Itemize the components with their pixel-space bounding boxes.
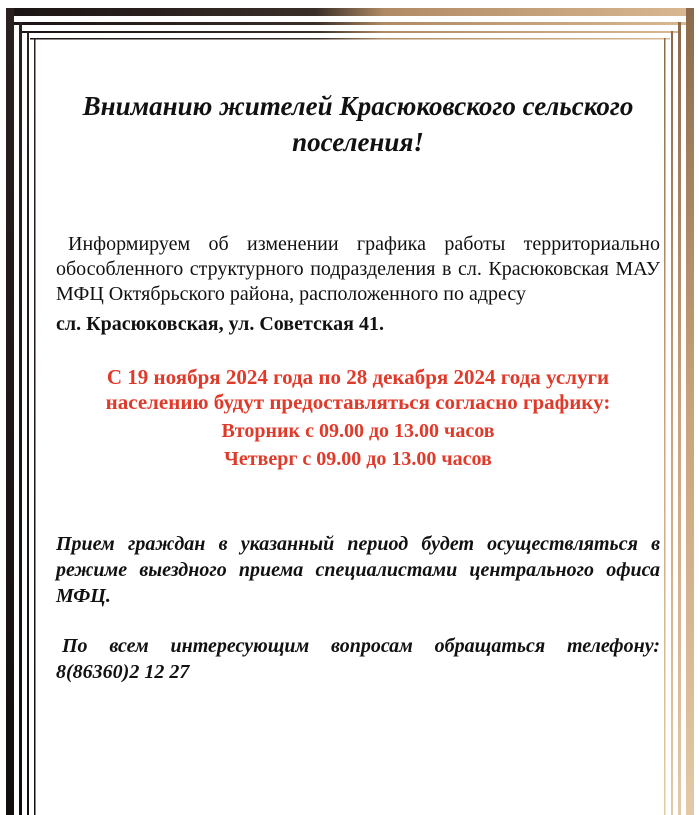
schedule-item: Четверг с 09.00 до 13.00 часов [224,448,492,470]
intro-paragraph: Информируем об изменении графика работы территориально обособленного структурного подразделения в сл. Красюковская МАУ МФЦ Октябрьского района, расположенного по адресу [56,233,660,305]
period-text: С 19 ноября 2024 года по 28 декабря 2024 года услуги населению будут предоставляться согласно графику: [105,365,611,414]
reception-paragraph: Прием граждан в указанный период будет осуществляться в режиме выездного приема специалистами центрального офиса МФЦ. [56,533,660,607]
contact-paragraph: По всем интересующим вопросам обращаться телефону: 8(86360)2 12 27 [56,635,660,683]
schedule-item: Вторник с 09.00 до 13.00 часов [221,420,495,442]
notice-content [56,88,660,685]
notice-title: Вниманию жителей Красюковского сельского поселения! [82,91,634,157]
schedule-list [56,417,660,473]
schedule-notice [56,365,660,473]
address: сл. Красюковская, ул. Советская 41. [56,313,384,335]
